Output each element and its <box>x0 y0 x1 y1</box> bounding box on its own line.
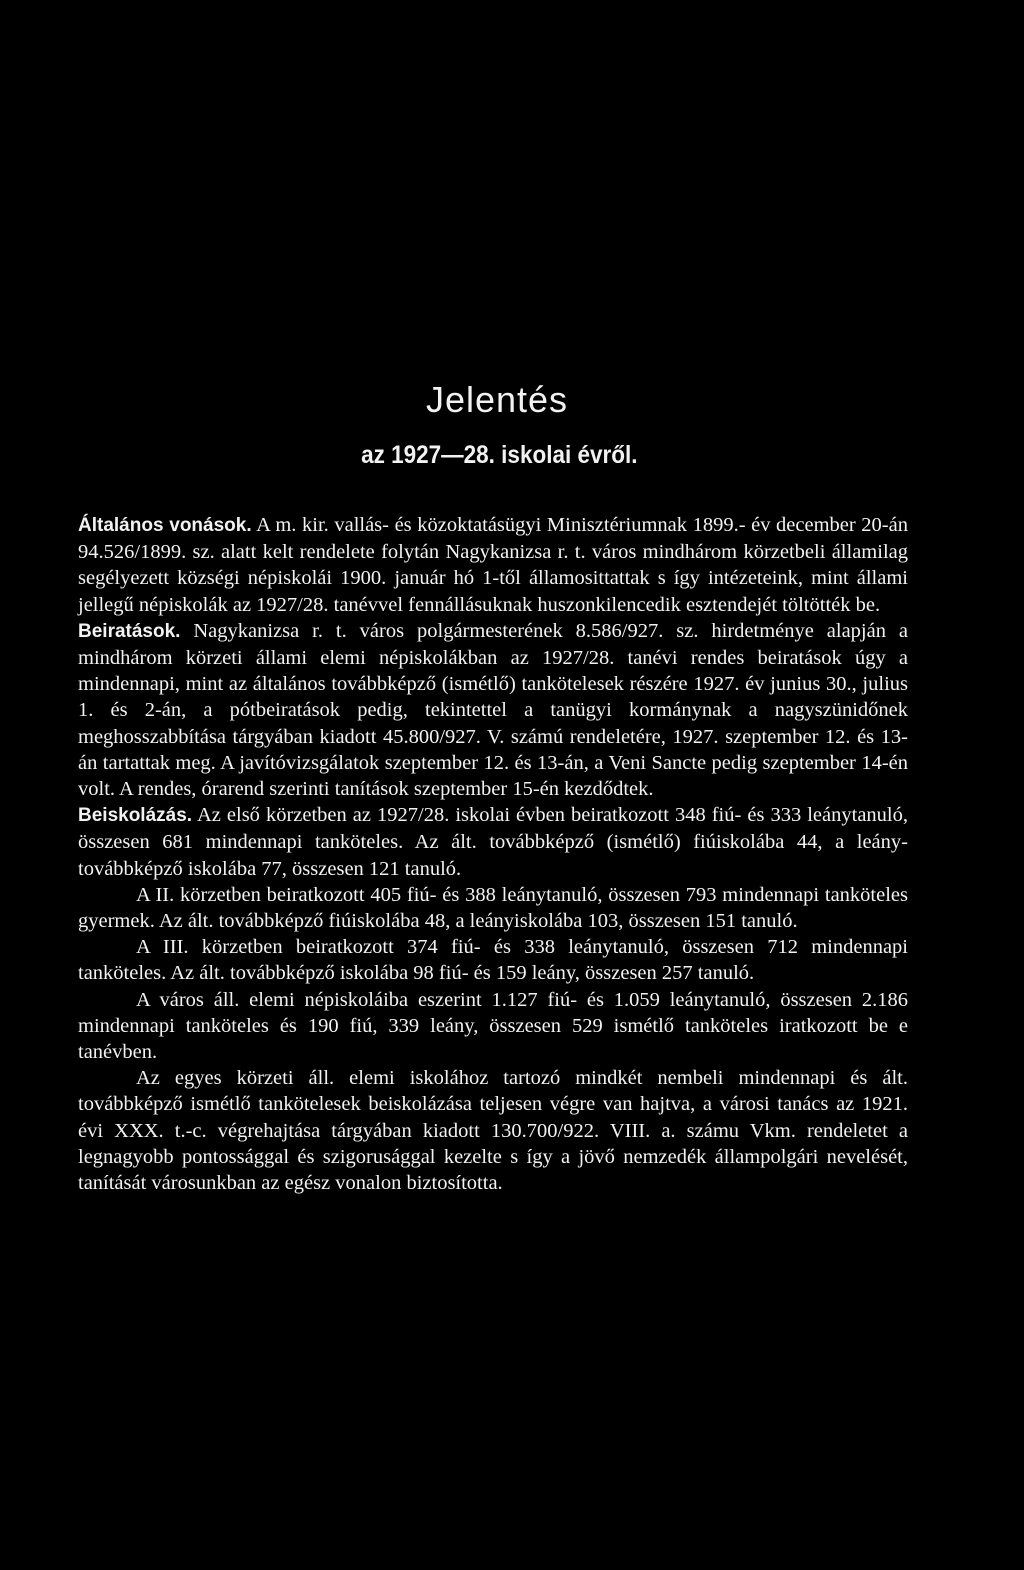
section-schooling <box>78 802 908 882</box>
section-general <box>78 512 908 618</box>
section-text-enrollment: Nagykanizsa r. t. város polgármesterének 8.586/927. sz. hirdetménye alapján a mindhárom körzeti állami elemi népiskolákban az 1927/28. tanévi rendes beiratások úgy a mindennapi, mint az általános továbbképző (ismétlő) tankötelesek részére 1927. év junius 30., julius 1. és 2-án, a pótbeiratások pedig, tekintettel a tanügyi kormánynak a nagyszünidőnek meghosszabbítása tárgyában kiadott 45.800/927. V. számú rendeletére, 1927. szeptember 12. és 13-án tartattak meg. A javítóvizsgálatok szeptember 12. és 13-án, a Veni Sancte pedig szeptember 14-én volt. A rendes, órarend szerinti tanítások szeptember 15-én kezdődtek. <box>78 619 908 801</box>
section-text-schooling: Az első körzetben az 1927/28. iskolai évben beiratkozott 348 fiú- és 333 leánytanuló, összesen 681 mindennapi tanköteles. Az ált. továbbképző (ismétlő) fiúiskolába 44, a leány-továbbképző iskolába 77, összesen 121 tanuló. <box>78 804 908 880</box>
page-subtitle: az 1927—28. iskolai évről. <box>361 441 638 469</box>
section-heading-schooling: Beiskolázás. <box>78 805 193 827</box>
paragraph-city-totals: A város áll. elemi népiskoláiba eszerint 1.127 fiú- és 1.059 leánytanuló, összesen 2.186 mindennapi tanköteles és 190 fiú, 339 leány, összesen 529 ismétlő tanköteles iratkozott be e tanévben. <box>78 988 908 1064</box>
report-page <box>78 378 908 1196</box>
paragraph-conclusion: Az egyes körzeti áll. elemi iskolához tartozó mindkét nembeli mindennapi és ált. továbbképző ismétlő tankötelesek beiskolázása teljesen végre van hajtva, a városi tanács az 1921. évi XXX. t.-c. végrehajtása tárgyában kiadott 130.700/922. VIII. a. számu Vkm. rendeletet a legnagyobb pontossággal és szigorusággal kezelte s így a jövő nemzedék állampolgári nevelését, tanítását városunkban az egész vonalon biztosította. <box>78 1067 908 1195</box>
section-heading-enrollment: Beiratások. <box>78 620 181 642</box>
paragraph-district-2: A II. körzetben beiratkozott 405 fiú- és 388 leánytanuló, összesen 793 mindennapi tanköteles gyermek. Az ált. továbbképző fiúiskolába 48, a leányiskolába 103, összesen 151 tanuló. <box>78 883 908 933</box>
paragraph-district-3: A III. körzetben beiratkozott 374 fiú- és 338 leánytanuló, összesen 712 mindennapi tanköteles. Az ált. továbbképző iskolába 98 fiú- és 159 leány, összesen 257 tanuló. <box>78 936 908 985</box>
section-heading-general: Általános vonások. <box>78 515 252 536</box>
section-enrollment <box>78 618 908 802</box>
page-title: Jelentés <box>425 379 569 420</box>
section-text-general: A m. kir. vallás- és közoktatásügyi Minisztériumnak 1899.- év december 20-án 94.526/1899. sz. alatt kelt rendelete folytán Nagykanizsa r. t. város mindhárom körzetbeli államilag segélyezett községi népiskolái 1900. január hó 1-től államosittattak s így intézeteink, mint állami jellegű népiskolák az 1927/28. tanévvel fennállásuknak huszonkilencedik esztendejét töltötték be. <box>78 514 908 616</box>
